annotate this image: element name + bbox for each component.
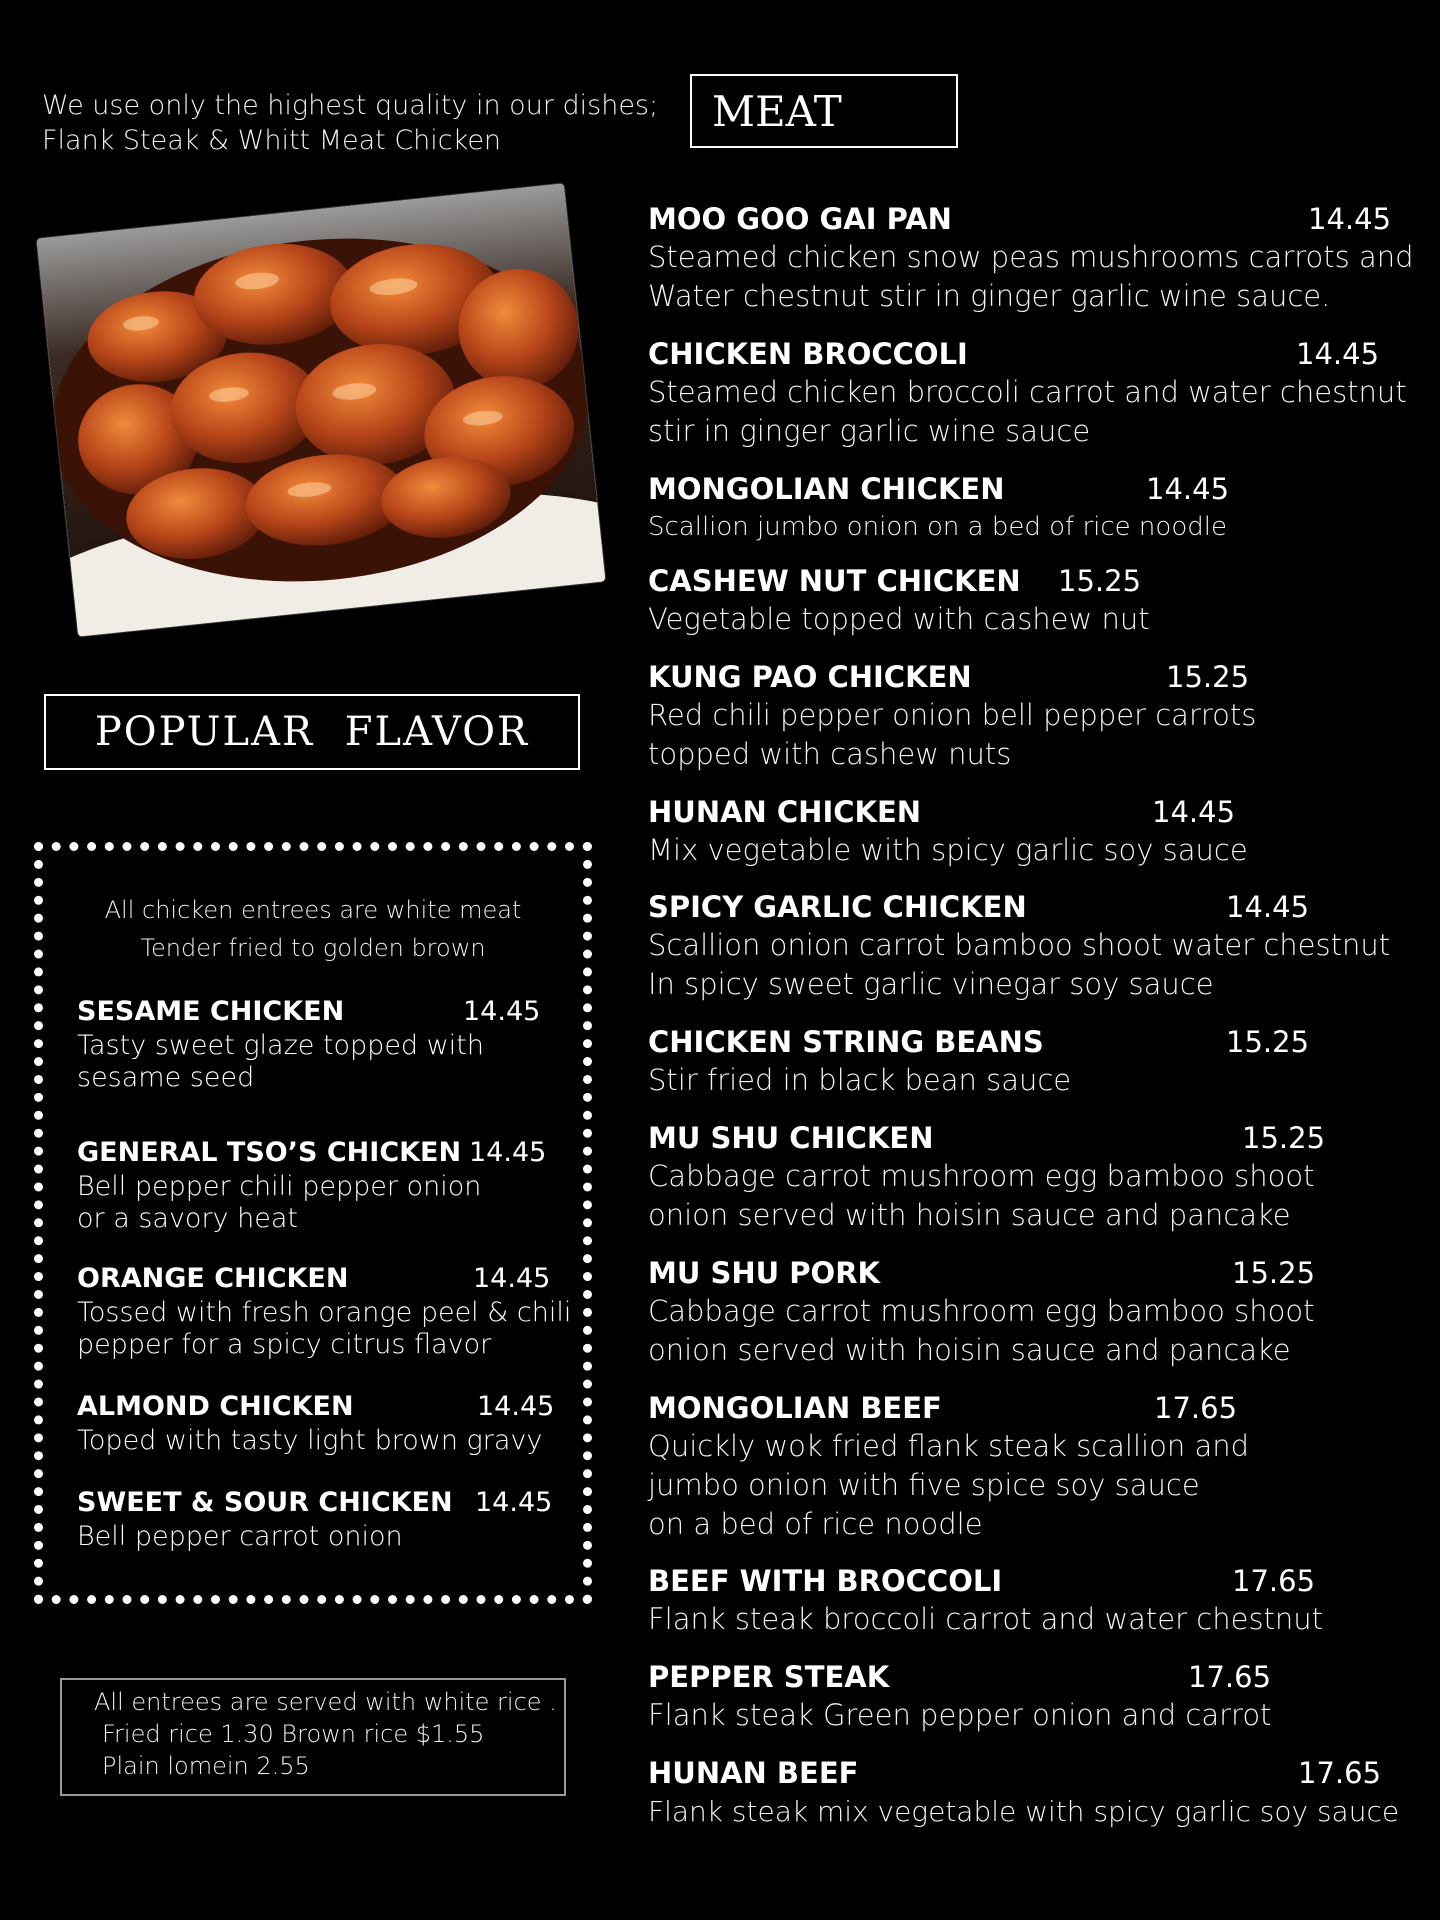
item-price: 14.45 [477, 1391, 555, 1422]
item-name: MONGOLIAN CHICKEN [648, 472, 1005, 506]
rice-line-3: Plain lomein 2.55 [102, 1752, 310, 1780]
meat-item [648, 1564, 1428, 1639]
item-name: BEEF WITH BROCCOLI [648, 1564, 1003, 1598]
desc-line: Vegetable topped with cashew nut [648, 602, 1150, 636]
item-description [648, 373, 1428, 451]
item-price: 14.45 [473, 1263, 551, 1294]
item-price: 17.65 [1154, 1391, 1238, 1425]
item-description [77, 1030, 577, 1094]
desc-line: Cabbage carrot mushroom egg bamboo shoot [648, 1294, 1315, 1328]
meat-item [648, 472, 1428, 547]
meat-item [648, 337, 1428, 451]
item-name: CHICKEN STRING BEANS [648, 1025, 1044, 1059]
item-price: 14.45 [1226, 890, 1310, 924]
popular-item [77, 996, 577, 1094]
item-description [648, 1427, 1428, 1544]
item-price: 15.25 [1232, 1256, 1316, 1290]
item-description [648, 508, 1428, 547]
desc-line: onion served with hoisin sauce and pancake [648, 1333, 1291, 1367]
desc-line: Steamed chicken broccoli carrot and water chestnut [648, 375, 1407, 409]
item-price: 15.25 [1058, 564, 1142, 598]
desc-line: Red chili pepper onion bell pepper carrots [648, 698, 1257, 732]
meat-item [648, 1660, 1428, 1735]
item-name: KUNG PAO CHICKEN [648, 660, 972, 694]
orange-chicken-photo [37, 183, 606, 636]
item-price: 17.65 [1298, 1756, 1382, 1790]
popular-note [43, 891, 583, 967]
item-name: CHICKEN BROCCOLI [648, 337, 968, 371]
popular-flavor-box [34, 842, 592, 1604]
item-price: 14.45 [475, 1487, 553, 1518]
meat-section-title: MEAT [690, 74, 958, 148]
meat-item [648, 890, 1428, 1004]
desc-line: topped with cashew nuts [648, 737, 1012, 771]
item-description [648, 926, 1428, 1004]
item-price: 14.45 [1152, 795, 1236, 829]
intro-line-2: Flank Steak & Whitt Meat Chicken [42, 125, 502, 156]
desc-line: Tossed with fresh orange peel & chili [77, 1297, 572, 1328]
desc-line: Cabbage carrot mushroom egg bamboo shoot [648, 1159, 1315, 1193]
item-description [648, 831, 1428, 870]
desc-line: on a bed of rice noodle [648, 1507, 983, 1541]
desc-line: Mix vegetable with spicy garlic soy sauce [648, 833, 1248, 867]
item-price: 17.65 [1188, 1660, 1272, 1694]
item-name: GENERAL TSO’S CHICKEN [77, 1137, 462, 1168]
item-description [648, 696, 1428, 774]
desc-line: Stir fried in black bean sauce [648, 1063, 1072, 1097]
rice-note-box [60, 1678, 566, 1796]
desc-line: Tasty sweet glaze topped with [77, 1030, 484, 1061]
item-price: 14.45 [469, 1137, 547, 1168]
popular-item [77, 1391, 577, 1457]
intro-text [42, 88, 662, 158]
item-price: 14.45 [1296, 337, 1380, 371]
desc-line: pepper for a spicy citrus flavor [77, 1329, 492, 1360]
desc-line: onion served with hoisin sauce and pancake [648, 1198, 1291, 1232]
intro-line-1: We use only the highest quality in our dishes; [42, 90, 659, 121]
item-description [648, 1600, 1428, 1639]
desc-line: In spicy sweet garlic vinegar soy sauce [648, 967, 1214, 1001]
item-name: HUNAN CHICKEN [648, 795, 922, 829]
item-price: 14.45 [463, 996, 541, 1027]
meat-item [648, 1256, 1428, 1370]
popular-item [77, 1263, 577, 1361]
item-name: CASHEW NUT CHICKEN [648, 564, 1021, 598]
meat-item [648, 1121, 1428, 1235]
item-name: PEPPER STEAK [648, 1660, 890, 1694]
rice-line-1: All entrees are served with white rice . [94, 1688, 557, 1716]
desc-line: Toped with tasty light brown gravy [77, 1425, 543, 1456]
item-price: 14.45 [1308, 202, 1392, 236]
desc-line: Flank steak mix vegetable with spicy garlic soy sauce [648, 1795, 1400, 1828]
meat-item [648, 1025, 1428, 1100]
meat-item [648, 202, 1428, 316]
item-description [77, 1297, 577, 1361]
meat-item [648, 795, 1428, 870]
item-name: MONGOLIAN BEEF [648, 1391, 942, 1425]
item-description [77, 1425, 577, 1457]
popular-note-line-1: All chicken entrees are white meat [104, 896, 522, 924]
item-price: 15.25 [1242, 1121, 1326, 1155]
item-name: SPICY GARLIC CHICKEN [648, 890, 1027, 924]
item-name: ALMOND CHICKEN [77, 1391, 354, 1422]
desc-line: Scallion jumbo onion on a bed of rice noodle [648, 512, 1227, 542]
meat-item [648, 564, 1428, 639]
meat-item [648, 660, 1428, 774]
desc-line: Flank steak broccoli carrot and water chestnut [648, 1602, 1324, 1636]
item-name: HUNAN BEEF [648, 1756, 859, 1790]
item-name: MU SHU PORK [648, 1256, 881, 1290]
item-name: SWEET & SOUR CHICKEN [77, 1487, 453, 1518]
item-price: 14.45 [1146, 472, 1230, 506]
item-description [648, 1696, 1428, 1735]
desc-line: Scallion onion carrot bamboo shoot water chestnut [648, 928, 1391, 962]
desc-line: Bell pepper chili pepper onion [77, 1171, 482, 1202]
popular-note-line-2: Tender fried to golden brown [140, 934, 486, 962]
desc-line: sesame seed [77, 1062, 255, 1093]
item-description [77, 1521, 577, 1553]
item-description [648, 600, 1428, 639]
meat-item [648, 1391, 1428, 1544]
item-description [648, 1157, 1428, 1235]
item-description [648, 1061, 1428, 1100]
item-price: 15.25 [1226, 1025, 1310, 1059]
item-description [648, 1292, 1428, 1370]
item-name: ORANGE CHICKEN [77, 1263, 349, 1294]
desc-line: jumbo onion with five spice soy sauce [648, 1468, 1200, 1502]
popular-flavor-title: POPULAR FLAVOR [44, 694, 580, 770]
desc-line: stir in ginger garlic wine sauce [648, 414, 1091, 448]
desc-line: Steamed chicken snow peas mushrooms carrots and [648, 240, 1414, 274]
item-name: MOO GOO GAI PAN [648, 202, 952, 236]
meat-item [648, 1756, 1428, 1831]
item-description [648, 238, 1428, 316]
desc-line: Water chestnut stir in ginger garlic wine sauce. [648, 279, 1331, 313]
item-name: MU SHU CHICKEN [648, 1121, 934, 1155]
rice-line-2: Fried rice 1.30 Brown rice $1.55 [102, 1720, 485, 1748]
item-price: 15.25 [1166, 660, 1250, 694]
desc-line: Quickly wok fried flank steak scallion and [648, 1429, 1249, 1463]
item-price: 17.65 [1232, 1564, 1316, 1598]
item-name: SESAME CHICKEN [77, 996, 345, 1027]
desc-line: or a savory heat [77, 1203, 298, 1234]
popular-item [77, 1487, 577, 1553]
item-description [77, 1171, 577, 1235]
desc-line: Flank steak Green pepper onion and carrot [648, 1698, 1272, 1732]
popular-item [77, 1137, 577, 1235]
item-description [648, 1792, 1428, 1831]
desc-line: Bell pepper carrot onion [77, 1521, 403, 1552]
